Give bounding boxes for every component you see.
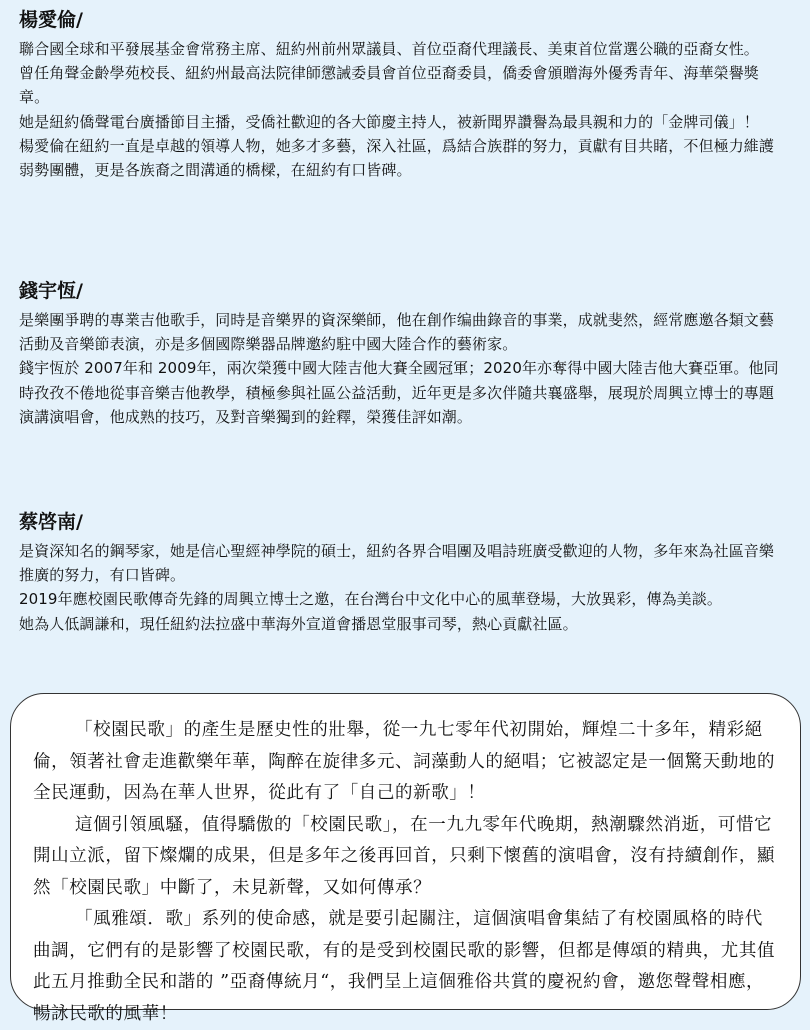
bio-paragraph: 錢宇恆於 2007年和 2009年，兩次榮獲中國大陸吉他大賽全國冠軍；2020年亦奪得中國大陸吉他大賽亞軍。他同時孜孜不倦地從事音樂吉他教學，積極參與社區公益活動，近年更是多次伴隨共襄盛舉，展現於周興立博士的專題演講演唱會，他成熟的技巧，及對音樂獨到的銓釋，榮獲佳評如潮。: [19, 359, 779, 426]
bio-paragraph: 她是紐約僑聲電台廣播節目主播，受僑社歡迎的各大節慶主持人，被新聞界讚譽為最具親和力的「金牌司儀」！: [19, 112, 759, 131]
bio-paragraph: 聯合國全球和平發展基金會常務主席、紐約州前州眾議員、首位亞裔代理議長、美東首位當選公職的亞裔女性。: [19, 40, 759, 58]
bio-name: 楊愛倫/: [19, 9, 83, 31]
bio-paragraph: 曾任角聲金齡學苑校長、紐約州最高法院律師懲誡委員會首位亞裔委員，僑委會頒贈海外優秀青年、海華榮譽獎章。: [19, 64, 759, 107]
bio-paragraph: 是資深知名的鋼琴家，她是信心聖經神學院的碩士，紐約各界合唱團及唱詩班廣受歡迎的人物，多年來為社區音樂推廣的努力，有口皆碑。: [19, 542, 775, 585]
campus-folk-song-intro-box: [10, 693, 801, 1024]
bio-paragraph: 楊愛倫在紐約一直是卓越的領導人物，她多才多藝，深入社區，爲結合族群的努力，貢獻有目共睹，不但極力維護弱勢團體，更是各族裔之間溝通的橋樑，在紐約有口皆碑。: [19, 136, 775, 180]
bio-qian-yu-heng: [19, 277, 786, 429]
intro-paragraph: 「風雅頌．歌」系列的使命感，就是要引起關注，這個演唱會集結了有校園風格的時代曲調，它們有的是影響了校園民歌，有的是受到校園民歌的影響，但都是傳頌的精典，尤其值此五月推動全民和諧的 ”亞裔傳統月“，我們呈上這個雅俗共賞的慶祝約會，邀您聲聲相應，暢詠民歌的風華！: [33, 909, 776, 1024]
bio-name: 蔡啓南/: [19, 511, 83, 533]
bio-paragraph: 是樂團爭聘的專業吉他歌手，同時是音樂界的資深樂師，他在創作编曲錄音的事業，成就斐然，經常應邀各類文藝活動及音樂節表演，亦是多個國際樂器品牌邀約駐中國大陸合作的藝術家。: [19, 311, 775, 354]
bio-paragraph: 她為人低調謙和，現任紐約法拉盛中華海外宣道會播恩堂服事司琴，熱心貢獻社區。: [19, 614, 578, 633]
bio-name: 錢宇恆/: [19, 280, 83, 302]
bio-cai-qi-nan: [19, 508, 786, 636]
intro-paragraph: 這個引領風騷，值得驕傲的「校園民歌」，在一九九零年代晚期，熱潮驟然消逝，可惜它開山立派，留下燦爛的成果，但是多年之後再回首，只剩下懷舊的演唱會，沒有持續創作，顯然「校園民歌」中斷了，未見新聲，又如何傳承？: [33, 814, 776, 898]
bio-yang-ai-lun: [19, 6, 786, 182]
bio-paragraph: 2019年應校園民歌傳奇先鋒的周興立博士之邀，在台灣台中文化中心的風華登場，大放異彩，傳為美談。: [19, 590, 722, 609]
intro-paragraph: 「校園民歌」的產生是歷史性的壯舉，從一九七零年代初開始，輝煌二十多年，精彩絕倫，領著社會走進歡樂年華，陶醉在旋律多元、詞藻動人的絕唱；它被認定是一個驚天動地的全民運動，因為在華人世界，從此有了「自己的新歌」！: [33, 720, 776, 803]
